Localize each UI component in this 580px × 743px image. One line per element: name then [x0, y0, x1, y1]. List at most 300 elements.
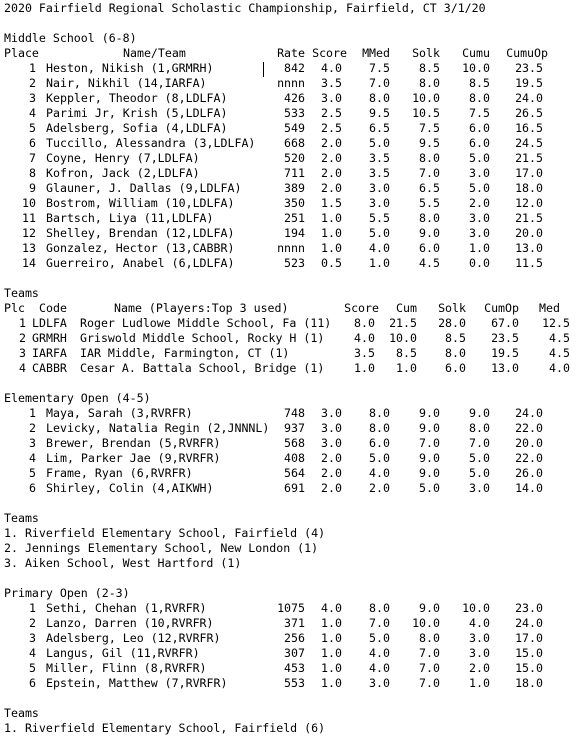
spacer	[4, 496, 580, 511]
cell-name: Adelsberg, Sofia (4,LDLFA)	[46, 121, 228, 135]
cell-score: 2.0	[321, 151, 342, 165]
spacer	[4, 376, 580, 391]
cell-place: 2	[29, 421, 36, 435]
team-line: 1. Riverfield Elementary School, Fairfield (6)	[4, 721, 326, 735]
cell-solk: 4.5	[419, 256, 440, 270]
cell-rate: 307	[284, 646, 305, 660]
cell-solk: 7.0	[419, 436, 440, 450]
cell-score: 3.0	[321, 406, 342, 420]
middle-school-header-row	[4, 46, 580, 61]
cell-score: 1.0	[321, 631, 342, 645]
header-cum: Cum	[396, 301, 417, 315]
cell-cumu: 8.0	[469, 91, 490, 105]
team-line: 3. Aiken School, West Hartford (1)	[4, 556, 242, 570]
cell-cumuop: 24.0	[515, 91, 543, 105]
cell-solk: 5.0	[419, 481, 440, 495]
cell-cumop: 67.0	[491, 316, 519, 330]
cell-rate: 408	[284, 451, 305, 465]
player-row	[4, 451, 580, 466]
cell-solk: 8.0	[419, 631, 440, 645]
cell-solk: 9.0	[419, 451, 440, 465]
cell-cumu: 6.0	[469, 136, 490, 150]
cell-rate: 256	[284, 631, 305, 645]
cell-score: 3.0	[321, 436, 342, 450]
cell-cumuop: 20.0	[515, 436, 543, 450]
cell-team-score: 4.0	[354, 331, 375, 345]
cell-name: Shirley, Colin (4,AIKWH)	[46, 481, 214, 495]
player-row	[4, 646, 580, 661]
spacer	[4, 691, 580, 706]
cell-cumop: 13.0	[491, 361, 519, 375]
cell-solk: 7.0	[419, 676, 440, 690]
cell-score: 4.0	[321, 601, 342, 615]
cell-place: 3	[29, 436, 36, 450]
cell-score: 2.0	[321, 181, 342, 195]
cell-name: Glauner, J. Dallas (9,LDLFA)	[46, 181, 242, 195]
cell-plc: 3	[19, 346, 26, 360]
cell-cumu: 2.0	[469, 196, 490, 210]
player-row	[4, 196, 580, 211]
cell-med: 4.5	[549, 331, 570, 345]
cell-score: 2.0	[321, 481, 342, 495]
cell-mmed: 5.0	[369, 226, 390, 240]
cell-cum: 8.5	[396, 346, 417, 360]
cell-score: 3.5	[321, 76, 342, 90]
cell-cumu: 5.0	[469, 451, 490, 465]
cell-solk: 8.0	[419, 151, 440, 165]
cell-rate: 568	[284, 436, 305, 450]
report-title: 2020 Fairfield Regional Scholastic Championship, Fairfield, CT 3/1/20	[4, 1, 486, 15]
cell-cum: 10.0	[389, 331, 417, 345]
cell-cumop: 19.5	[491, 346, 519, 360]
cell-mmed: 5.0	[369, 451, 390, 465]
header-cumop: CumOp	[484, 301, 519, 315]
cell-name: Levicky, Natalia Regin (2,JNNNL)	[46, 421, 270, 435]
cell-place: 1	[29, 601, 36, 615]
cell-solk: 6.0	[419, 241, 440, 255]
cell-place: 14	[22, 256, 36, 270]
cell-mmed: 8.0	[369, 406, 390, 420]
cell-score: 1.0	[321, 226, 342, 240]
cell-plc: 2	[19, 331, 26, 345]
cell-name: Lanzo, Darren (10,RVRFR)	[46, 616, 214, 630]
cell-score: 1.0	[321, 661, 342, 675]
player-row	[4, 661, 580, 676]
cell-cumuop: 19.5	[515, 76, 543, 90]
cell-cumuop: 26.0	[515, 466, 543, 480]
header-solk: Solk	[412, 46, 440, 60]
cell-score: 1.0	[321, 616, 342, 630]
cell-rate: 520	[284, 151, 305, 165]
cell-score: 2.0	[321, 451, 342, 465]
cell-cumu: 6.0	[469, 121, 490, 135]
cell-cumu: 3.0	[469, 481, 490, 495]
header-med: Med	[539, 301, 560, 315]
cell-cumuop: 24.0	[515, 406, 543, 420]
cell-plc: 4	[19, 361, 26, 375]
cell-mmed: 3.0	[369, 181, 390, 195]
elementary-heading: Elementary Open (4-5)	[4, 391, 151, 405]
cell-rate: 533	[284, 106, 305, 120]
cell-rate: 194	[284, 226, 305, 240]
team-row	[4, 316, 580, 331]
cell-cumu: 8.5	[469, 76, 490, 90]
cell-team-name: Roger Ludlowe Middle School, Fa (11)	[80, 316, 332, 330]
middle-teams-heading: Teams	[4, 286, 39, 300]
cell-cumu: 3.0	[469, 226, 490, 240]
header-team-solk: Solk	[438, 301, 466, 315]
spacer	[4, 571, 580, 586]
cell-mmed: 9.5	[369, 106, 390, 120]
cell-name: Lim, Parker Jae (9,RVRFR)	[46, 451, 221, 465]
cell-solk: 8.5	[419, 61, 440, 75]
cell-name: Gonzalez, Hector (13,CABBR)	[46, 241, 235, 255]
cell-team-score: 1.0	[354, 361, 375, 375]
header-name: Name/Team	[123, 46, 186, 60]
cell-score: 1.0	[321, 676, 342, 690]
cell-rate: 842	[284, 61, 305, 75]
cell-mmed: 4.0	[369, 466, 390, 480]
cell-solk: 9.0	[419, 226, 440, 240]
cell-solk: 9.0	[419, 466, 440, 480]
cell-cumu: 5.0	[469, 151, 490, 165]
cell-rate: 549	[284, 121, 305, 135]
cell-mmed: 6.5	[369, 121, 390, 135]
cell-mmed: 1.0	[369, 256, 390, 270]
cell-score: 1.0	[321, 211, 342, 225]
cell-mmed: 6.0	[369, 436, 390, 450]
cell-mmed: 5.0	[369, 631, 390, 645]
elementary-teams-heading: Teams	[4, 511, 39, 525]
cell-cumu: 4.0	[469, 616, 490, 630]
cell-rate: 711	[284, 166, 305, 180]
cell-place: 12	[22, 226, 36, 240]
cell-name: Shelley, Brendan (12,LDLFA)	[46, 226, 235, 240]
player-row	[4, 166, 580, 181]
player-row	[4, 436, 580, 451]
cell-place: 4	[29, 106, 36, 120]
cell-mmed: 8.0	[369, 421, 390, 435]
cell-rate: 668	[284, 136, 305, 150]
cell-cumu: 3.0	[469, 211, 490, 225]
cell-place: 10	[22, 196, 36, 210]
cell-plc: 1	[19, 316, 26, 330]
cell-score: 2.5	[321, 121, 342, 135]
cell-place: 11	[22, 211, 36, 225]
middle-school-heading: Middle School (6-8)	[4, 31, 137, 45]
cell-place: 7	[29, 151, 36, 165]
standings-report	[4, 1, 580, 736]
player-row	[4, 151, 580, 166]
cell-cumu: 10.0	[462, 61, 490, 75]
cell-rate: 251	[284, 211, 305, 225]
cell-rate: 553	[284, 676, 305, 690]
cell-cumu: 7.0	[469, 436, 490, 450]
cell-mmed: 5.5	[369, 211, 390, 225]
team-line: 2. Jennings Elementary School, New London (1)	[4, 541, 319, 555]
cell-med: 4.5	[549, 346, 570, 360]
team-line: 1. Riverfield Elementary School, Fairfield (4)	[4, 526, 326, 540]
cell-mmed: 3.5	[369, 151, 390, 165]
cell-score: 2.5	[321, 106, 342, 120]
team-row	[4, 361, 580, 376]
cell-place: 9	[29, 181, 36, 195]
cell-mmed: 7.5	[369, 61, 390, 75]
cell-cumu: 2.0	[469, 661, 490, 675]
header-team-name: Name (Players:Top 3 used)	[114, 301, 289, 315]
player-row	[4, 406, 580, 421]
cell-place: 2	[29, 76, 36, 90]
cell-name: Frame, Ryan (6,RVRFR)	[46, 466, 193, 480]
cell-cumuop: 26.5	[515, 106, 543, 120]
cell-code: LDLFA	[32, 316, 67, 330]
cell-cumuop: 23.0	[515, 601, 543, 615]
cell-place: 6	[29, 136, 36, 150]
cell-score: 1.0	[321, 241, 342, 255]
cell-solk: 6.5	[419, 181, 440, 195]
cell-rate: 350	[284, 196, 305, 210]
cell-name: Adelsberg, Leo (12,RVRFR)	[46, 631, 221, 645]
cell-score: 3.0	[321, 421, 342, 435]
cell-rate: nnnn	[277, 241, 305, 255]
cell-team-solk: 8.5	[445, 331, 466, 345]
primary-heading: Primary Open (2-3)	[4, 586, 130, 600]
cell-mmed: 2.0	[369, 481, 390, 495]
cell-mmed: 8.0	[369, 91, 390, 105]
cell-rate: 523	[284, 256, 305, 270]
cell-code: IARFA	[32, 346, 67, 360]
cell-solk: 10.0	[412, 616, 440, 630]
cell-rate: 453	[284, 661, 305, 675]
cell-cumu: 3.0	[469, 646, 490, 660]
cell-name: Langus, Gil (11,RVRFR)	[46, 646, 200, 660]
cell-solk: 9.0	[419, 601, 440, 615]
cell-team-score: 3.5	[354, 346, 375, 360]
cell-name: Bostrom, William (10,LDLFA)	[46, 196, 235, 210]
cell-cumuop: 24.5	[515, 136, 543, 150]
cell-team-name: Griswold Middle School, Rocky H (1)	[80, 331, 325, 345]
player-row	[4, 481, 580, 496]
header-code: Code	[39, 301, 67, 315]
player-row	[4, 226, 580, 241]
cell-rate: 691	[284, 481, 305, 495]
cell-cumuop: 13.0	[515, 241, 543, 255]
cell-code: GRMRH	[32, 331, 67, 345]
cell-solk: 9.5	[419, 136, 440, 150]
cell-solk: 8.0	[419, 211, 440, 225]
cell-mmed: 8.0	[369, 601, 390, 615]
cell-name: Coyne, Henry (7,LDLFA)	[46, 151, 200, 165]
cell-name: Sethi, Chehan (1,RVRFR)	[46, 601, 207, 615]
cell-score: 2.0	[321, 166, 342, 180]
player-row	[4, 106, 580, 121]
player-row	[4, 61, 580, 76]
cell-cumuop: 18.0	[515, 676, 543, 690]
cell-mmed: 4.0	[369, 646, 390, 660]
cell-cumuop: 21.5	[515, 151, 543, 165]
cell-team-name: Cesar A. Battala School, Bridge (1)	[80, 361, 325, 375]
cell-score: 2.0	[321, 136, 342, 150]
cell-cumuop: 21.5	[515, 211, 543, 225]
cell-solk: 10.0	[412, 91, 440, 105]
cell-score: 2.0	[321, 466, 342, 480]
header-team-score: Score	[344, 301, 379, 315]
cell-mmed: 3.5	[369, 166, 390, 180]
cell-cumuop: 20.0	[515, 226, 543, 240]
cell-solk: 7.0	[419, 646, 440, 660]
player-row	[4, 421, 580, 436]
cell-mmed: 7.0	[369, 76, 390, 90]
cell-solk: 7.5	[419, 121, 440, 135]
cell-place: 4	[29, 451, 36, 465]
cell-solk: 5.5	[419, 196, 440, 210]
cell-cumuop: 14.0	[515, 481, 543, 495]
cell-cumuop: 15.0	[515, 646, 543, 660]
cell-mmed: 4.0	[369, 241, 390, 255]
cell-name: Guerreiro, Anabel (6,LDLFA)	[46, 256, 235, 270]
cell-name: Tuccillo, Alessandra (3,LDLFA)	[46, 136, 256, 150]
cell-place: 6	[29, 676, 36, 690]
player-row	[4, 76, 580, 91]
primary-teams-heading: Teams	[4, 706, 39, 720]
player-row	[4, 121, 580, 136]
cell-solk: 7.0	[419, 166, 440, 180]
primary-teams-list	[4, 721, 580, 736]
spacer	[4, 16, 580, 31]
player-row	[4, 241, 580, 256]
cell-med: 4.0	[549, 361, 570, 375]
cell-rate: 748	[284, 406, 305, 420]
cell-place: 1	[29, 406, 36, 420]
cell-cumu: 5.0	[469, 181, 490, 195]
cell-score: 4.0	[321, 61, 342, 75]
cell-place: 5	[29, 466, 36, 480]
header-place: Place	[4, 46, 39, 60]
cell-mmed: 4.0	[369, 661, 390, 675]
cell-rate: 937	[284, 421, 305, 435]
cell-place: 2	[29, 616, 36, 630]
cell-mmed: 7.0	[369, 616, 390, 630]
cell-name: Epstein, Matthew (7,RVRFR)	[46, 676, 228, 690]
cell-cumop: 23.5	[491, 331, 519, 345]
cell-cumuop: 11.5	[515, 256, 543, 270]
cell-cumu: 7.5	[469, 106, 490, 120]
middle-school-rows	[4, 61, 580, 271]
player-row	[4, 601, 580, 616]
cell-score: 0.5	[321, 256, 342, 270]
player-row	[4, 136, 580, 151]
header-mmed: MMed	[362, 46, 390, 60]
cell-score: 1.5	[321, 196, 342, 210]
cell-cumuop: 22.0	[515, 421, 543, 435]
cell-rate: nnnn	[277, 76, 305, 90]
header-score: Score	[312, 46, 347, 60]
cell-solk: 9.0	[419, 406, 440, 420]
cell-place: 5	[29, 121, 36, 135]
cell-cumu: 3.0	[469, 631, 490, 645]
cell-rate: 1075	[277, 601, 305, 615]
header-cumuop: CumuOp	[506, 46, 548, 60]
cell-cum: 1.0	[396, 361, 417, 375]
cell-name: Keppler, Theodor (8,LDLFA)	[46, 91, 228, 105]
cell-cumu: 5.0	[469, 466, 490, 480]
cell-cumuop: 24.0	[515, 616, 543, 630]
cell-cumu: 3.0	[469, 166, 490, 180]
cell-score: 1.0	[321, 646, 342, 660]
cell-name: Heston, Nikish (1,GRMRH)	[46, 61, 214, 75]
cell-rate: 564	[284, 466, 305, 480]
cell-place: 5	[29, 661, 36, 675]
cell-place: 4	[29, 646, 36, 660]
cell-cumuop: 23.5	[515, 61, 543, 75]
cell-team-solk: 8.0	[445, 346, 466, 360]
cell-score: 3.0	[321, 91, 342, 105]
cell-cumu: 0.0	[469, 256, 490, 270]
cell-name: Parimi Jr, Krish (5,LDLFA)	[46, 106, 228, 120]
cell-team-name: IAR Middle, Farmington, CT (1)	[80, 346, 290, 360]
player-row	[4, 91, 580, 106]
cell-solk: 8.0	[419, 76, 440, 90]
cell-name: Bartsch, Liya (11,LDLFA)	[46, 211, 214, 225]
cell-mmed: 3.0	[369, 676, 390, 690]
cell-rate: 426	[284, 91, 305, 105]
player-row	[4, 466, 580, 481]
elementary-rows	[4, 406, 580, 496]
middle-teams-header-row	[4, 301, 580, 316]
player-row	[4, 181, 580, 196]
cell-name: Kofron, Jack (2,LDLFA)	[46, 166, 200, 180]
cell-solk: 10.5	[412, 106, 440, 120]
cell-place: 6	[29, 481, 36, 495]
cell-code: CABBR	[32, 361, 67, 375]
player-row	[4, 676, 580, 691]
header-rate: Rate	[277, 46, 305, 60]
cell-cum: 21.5	[389, 316, 417, 330]
cell-cumuop: 12.0	[515, 196, 543, 210]
cell-name: Miller, Flinn (8,RVRFR)	[46, 661, 207, 675]
text-cursor	[263, 62, 264, 77]
primary-rows	[4, 601, 580, 691]
team-row	[4, 346, 580, 361]
cell-team-solk: 28.0	[438, 316, 466, 330]
cell-cumuop: 16.5	[515, 121, 543, 135]
player-row	[4, 256, 580, 271]
cell-rate: 371	[284, 616, 305, 630]
cell-mmed: 5.0	[369, 136, 390, 150]
cell-place: 3	[29, 91, 36, 105]
player-row	[4, 631, 580, 646]
cell-team-score: 8.0	[354, 316, 375, 330]
cell-cumuop: 17.0	[515, 166, 543, 180]
cell-solk: 9.0	[419, 421, 440, 435]
cell-cumuop: 18.0	[515, 181, 543, 195]
elementary-teams-list	[4, 526, 580, 571]
player-row	[4, 211, 580, 226]
cell-solk: 7.0	[419, 661, 440, 675]
cell-cumu: 8.0	[469, 421, 490, 435]
spacer	[4, 271, 580, 286]
middle-teams-rows	[4, 316, 580, 376]
cell-name: Maya, Sarah (3,RVRFR)	[46, 406, 193, 420]
cell-rate: 389	[284, 181, 305, 195]
cell-cumuop: 17.0	[515, 631, 543, 645]
header-cumu: Cumu	[462, 46, 490, 60]
header-plc: Plc	[4, 301, 25, 315]
cell-cumu: 1.0	[469, 241, 490, 255]
cell-cumuop: 22.0	[515, 451, 543, 465]
cell-name: Nair, Nikhil (14,IARFA)	[46, 76, 207, 90]
cell-place: 3	[29, 631, 36, 645]
